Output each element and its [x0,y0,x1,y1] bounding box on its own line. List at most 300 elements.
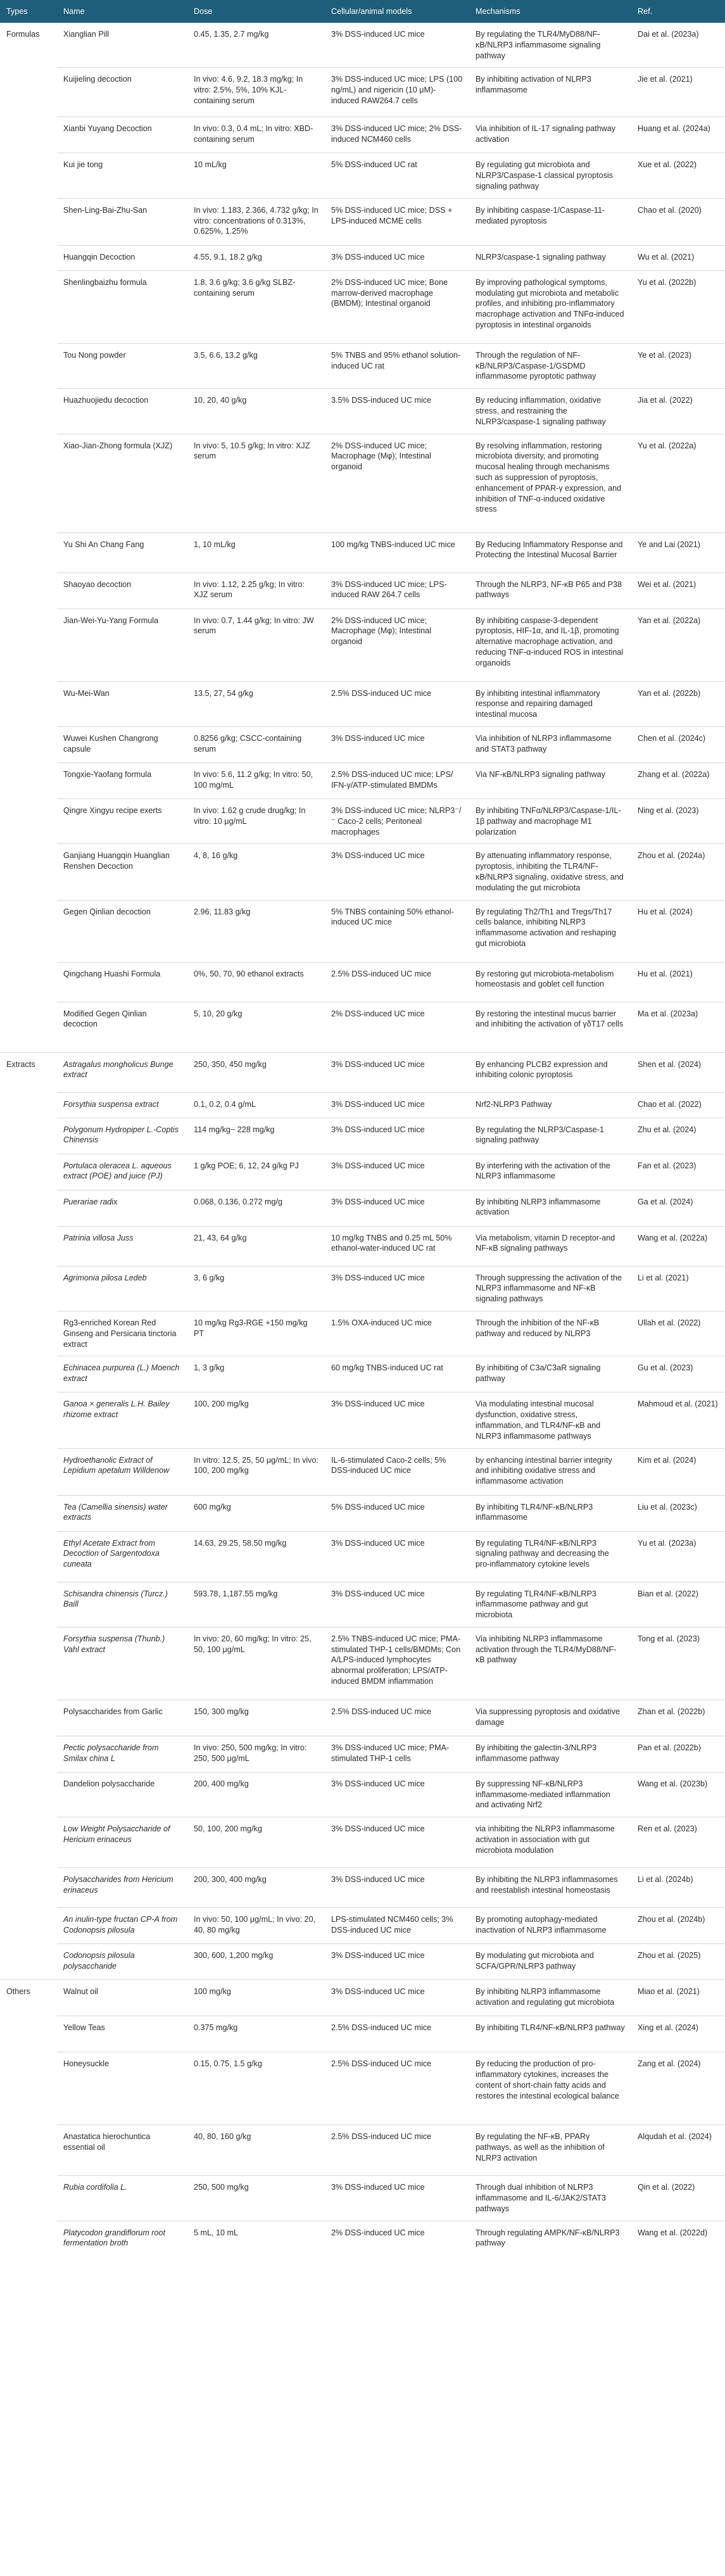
cell-mechanism: By regulating TLR4/NF-κB/NLRP3 signaling pathway and decreasing the pro-inflammatory cytokine levels [469,1531,631,1582]
cell-dose: 0.45, 1.35, 2.7 mg/kg [194,30,269,39]
cell-ref: Yu et al. (2023a) [631,1531,725,1582]
table-row [0,1311,725,1356]
cell-model: 3.5% DSS-induced UC mice [325,389,469,434]
cell-dose: 14.63, 29.25, 58.50 mg/kg [187,1531,325,1582]
table-body [0,23,725,2257]
cell-model: 2% DSS-induced UC mice; Macrophage (Mφ); Intestinal organoid [325,609,469,681]
cell-mechanism: Via suppressing pyroptosis and oxidative damage [469,1700,631,1736]
cell-ref: Yan et al. (2022b) [631,681,725,726]
table-row [0,1052,725,1092]
cell-name: Ganoa × generalis L.H. Bailey rhizome extract [57,1392,187,1448]
cell-mechanism: By restoring the intestinal mucus barrier and inhibiting the activation of γδT17 cells [469,1002,631,1052]
table-row [0,1627,725,1700]
table-row [0,343,725,388]
cell-ref: Zhan et al. (2022b) [631,1700,725,1736]
cell-ref: Ning et al. (2023) [631,799,725,843]
cell-name: Yellow Teas [57,2016,187,2052]
table-row [0,1700,725,1736]
cell-ref: Gu et al. (2023) [631,1356,725,1392]
cell-model: 5% TNBS containing 50% ethanol-induced UC mice [325,900,469,962]
table-row [0,1772,725,1817]
table-row [0,1154,725,1190]
cell-dose: 3.5, 6.6, 13.2 g/kg [187,343,325,388]
cell-model: 60 mg/kg TNBS-induced UC rat [325,1356,469,1392]
cell-mechanism: Through suppressing the activation of the NLRP3 inflammasome and NF-κB signaling pathways [469,1266,631,1311]
table-row [0,2016,725,2052]
cell-dose: 250, 350, 450 mg/kg [187,1052,325,1092]
cell-name: Wuwei Kushen Changrong capsule [57,726,187,762]
cell-mechanism: By regulating the NLRP3/Caspase-1 signaling pathway [469,1118,631,1154]
cell-mechanism: By inhibiting TLR4/NF-κB/NLRP3 pathway [469,2016,631,2052]
cell-model: 5% DSS-induced UC rat [325,153,469,198]
cell-name: Schisandra chinensis (Turcz.) Baill [57,1582,187,1627]
cell-model: 2.5% DSS-induced UC mice [325,2125,469,2176]
cell-ref: Shen et al. (2024) [631,1052,725,1092]
cell-dose: In vivo: 5.6, 11.2 g/kg; In vitro: 50, 100 mg/mL [187,762,325,799]
table-row [0,1266,725,1311]
cell-dose: 50, 100, 200 mg/kg [187,1817,325,1868]
cell-model: 3% DSS-induced UC mice [331,30,425,39]
cell-dose: 21, 43, 64 g/kg [187,1226,325,1266]
table-row [0,1356,725,1392]
cell-ref: Hu et al. (2021) [631,962,725,1002]
cell-ref: Fan et al. (2023) [631,1154,725,1190]
cell-model: 3% DSS-induced UC mice [325,1392,469,1448]
cell-mechanism: By restoring gut microbiota-metabolism homeostasis and goblet cell function [469,962,631,1002]
table-row [0,1944,725,1980]
cell-dose: 114 mg/kg~ 228 mg/kg [187,1118,325,1154]
cell-dose: In vivo: 4.6, 9.2, 18.3 mg/kg; In vitro: 2.5%, 5%, 10% KJL-containing serum [187,68,325,117]
cell-name: Forsythia suspensa extract [57,1092,187,1118]
cell-name: Tou Nong powder [57,343,187,388]
cell-model: 2.5% DSS-induced UC mice; LPS/ IFN-γ/ATP-stimulated BMDMs [325,762,469,799]
cell-mechanism: Via metabolism, vitamin D receptor-and NF-κB signaling pathways [469,1226,631,1266]
cell-name: Shen-Ling-Bai-Zhu-San [57,198,187,245]
cell-name: Forsythia suspensa (Thunb.) Vahl extract [57,1627,187,1700]
cell-mechanism: Via inhibiting NLRP3 inflammasome activation through the TLR4/MyD88/NF-κB pathway [469,1627,631,1700]
cell-name: Polysaccharides from Hericium erinaceus [57,1868,187,1908]
cell-mechanism: By inhibiting the galectin-3/NLRP3 inflammasome pathway [469,1736,631,1772]
table-row [0,799,725,843]
cell-ref: Ga et al. (2024) [631,1190,725,1226]
cell-ref: Liu et al. (2023c) [631,1495,725,1531]
table-row [0,389,725,434]
cell-dose: 4, 8, 16 g/kg [187,844,325,900]
cell-mechanism: By inhibiting NLRP3 inflammasome activation [469,1190,631,1226]
cell-dose: In vivo: 50, 100 μg/mL; In vivo: 20, 40, 80 mg/kg [187,1908,325,1944]
cell-name: Shaoyao decoction [57,572,187,609]
cell-mechanism: By interfering with the activation of the NLRP3 inflammasome [469,1154,631,1190]
cell-model: 2.5% DSS-induced UC mice [325,2052,469,2125]
cell-mechanism: Nrf2-NLRP3 Pathway [469,1092,631,1118]
cell-name: Ganjiang Huangqin Huanglian Renshen Decoction [57,844,187,900]
cell-name: Xianglian Pill [63,30,110,39]
table-row [0,726,725,762]
cell-ref: Xue et al. (2022) [631,153,725,198]
table-row [0,68,725,117]
cell-mechanism: Via modulating intestinal mucosal dysfunction, oxidative stress, inflammation, and TLR4/NF-κB and NLRP3 inflammasome pathways [469,1392,631,1448]
cell-ref: Wang et al. (2022a) [631,1226,725,1266]
cell-dose: In vivo: 20, 60 mg/kg; In vitro: 25, 50, 100 μg/mL [187,1627,325,1700]
cell-ref: Zang et al. (2024) [631,2052,725,2125]
cell-mechanism: Via inhibition of NLRP3 inflammasome and STAT3 pathway [469,726,631,762]
header-mechanisms: Mechanisms [476,6,520,16]
table-row [0,198,725,245]
table-row [0,1118,725,1154]
table-row [0,533,725,572]
cell-name: Huazhuojiedu decoction [57,389,187,434]
cell-model: 3% DSS-induced UC mice [325,245,469,270]
cell-ref: Zhang et al. (2022a) [631,762,725,799]
header-ref: Ref. [638,6,653,16]
cell-dose: In vivo: 0.7, 1.44 g/kg; In vitro: JW serum [187,609,325,681]
cell-dose: 5 mL, 10 mL [187,2221,325,2257]
cell-ref: Chao et al. (2022) [631,1092,725,1118]
cell-name: Xiao-Jian-Zhong formula (XJZ) [57,434,187,533]
group-label: Extracts [0,1052,57,1980]
cell-ref: Xing et al. (2024) [631,2016,725,2052]
cell-name: Ethyl Acetate Extract from Decoction of Sargentodoxa cuneata [57,1531,187,1582]
cell-name: Kuijieling decoction [57,68,187,117]
cell-mechanism: By reducing the production of pro-inflammatory cytokines, increases the content of short-chain fatty acids and restores the intestinal ecological balance [469,2052,631,2125]
header-dose: Dose [194,6,213,16]
cell-ref: Alqudah et al. (2024) [631,2125,725,2176]
table-row [0,434,725,533]
cell-name: Puerariae radix [57,1190,187,1226]
cell-model: 3% DSS-induced UC mice [325,1772,469,1817]
cell-dose: 250, 500 mg/kg [187,2176,325,2221]
cell-model: 3% DSS-induced UC mice [325,1092,469,1118]
cell-dose: 593.78, 1,187.55 mg/kg [187,1582,325,1627]
cell-dose: In vivo: 0.3, 0.4 mL; In vitro: XBD-containing serum [187,117,325,153]
cell-ref: Chao et al. (2020) [631,198,725,245]
cell-name: Pectic polysaccharide from Smilax china L [57,1736,187,1772]
cell-dose: In vivo: 5, 10.5 g/kg; In vitro: XJZ serum [187,434,325,533]
cell-model: 2.5% DSS-induced UC mice [325,681,469,726]
cell-dose: 1, 10 mL/kg [187,533,325,572]
cell-name: Qingre Xingyu recipe exerts [57,799,187,843]
table-row [0,1226,725,1266]
cell-mechanism: By inhibiting caspase-1/Caspase-11-mediated pyroptosis [469,198,631,245]
cell-model: 2.5% DSS-induced UC mice [325,962,469,1002]
cell-name: Qingchang Huashi Formula [57,962,187,1002]
cell-dose: 100, 200 mg/kg [187,1392,325,1448]
cell-name: Polygonum Hydropiper L.-Coptis Chinensis [57,1118,187,1154]
table-row [0,2176,725,2221]
cell-ref: Jia et al. (2022) [631,389,725,434]
cell-mechanism: Via inhibition of IL-17 signaling pathway activation [469,117,631,153]
cell-dose: 4.55, 9.1, 18.2 g/kg [187,245,325,270]
table-row [0,1980,725,2016]
cell-model: 3% DSS-induced UC mice; LPS-induced RAW 264.7 cells [325,572,469,609]
table-row [0,1531,725,1582]
cell-mechanism: By promoting autophagy-mediated inactivation of NLRP3 inflammasome [469,1908,631,1944]
cell-mechanism: by enhancing intestinal barrier integrity and inhibiting oxidative stress and inflammasome activation [469,1448,631,1495]
cell-ref: Kim et al. (2024) [631,1448,725,1495]
cell-model: 3% DSS-induced UC mice [325,1980,469,2016]
cell-ref: Zhou et al. (2024a) [631,844,725,900]
cell-model: 3% DSS-induced UC mice [325,1266,469,1311]
cell-dose: 0.068, 0.136, 0.272 mg/g [187,1190,325,1226]
cell-ref: Wang et al. (2022d) [631,2221,725,2257]
table-row [0,153,725,198]
cell-model: 3% DSS-induced UC mice [325,726,469,762]
cell-ref: Qin et al. (2022) [631,2176,725,2221]
cell-ref: Yan et al. (2022a) [631,609,725,681]
cell-name: Portulaca oleracea L. aqueous extract (POE) and juice (PJ) [57,1154,187,1190]
cell-dose: 10 mg/kg Rg3-RGE +150 mg/kg PT [187,1311,325,1356]
cell-name: Yu Shi An Chang Fang [57,533,187,572]
cell-name: Echinacea purpurea (L.) Moench extract [57,1356,187,1392]
cell-name: Anastatica hierochuntica essential oil [57,2125,187,2176]
cell-dose: In vivo: 1.183, 2.366, 4.732 g/kg; In vitro: concentrations of 0.313%, 0.625%, 1.25% [187,198,325,245]
cell-model: IL-6-stimulated Caco-2 cells; 5% DSS-induced UC mice [325,1448,469,1495]
group-label: Others [0,1980,57,2257]
cell-model: 3% DSS-induced UC mice [325,1154,469,1190]
cell-mechanism: By inhibiting TLR4/NF-κB/NLRP3 inflammasome [469,1495,631,1531]
cell-ref: Bian et al. (2022) [631,1582,725,1627]
cell-ref: Jie et al. (2021) [631,68,725,117]
table-row [0,2125,725,2176]
cell-mechanism: By enhancing PLCB2 expression and inhibiting colonic pyroptosis [469,1052,631,1092]
cell-name: Shenlingbaizhu formula [57,270,187,343]
cell-mechanism: By inhibiting activation of NLRP3 inflammasome [469,68,631,117]
table-row [0,245,725,270]
cell-dose: 600 mg/kg [187,1495,325,1531]
cell-dose: 0.375 mg/kg [187,2016,325,2052]
cell-ref: Zhou et al. (2025) [631,1944,725,1980]
cell-model: 2.5% TNBS-induced UC mice; PMA-stimulated THP-1 cells/BMDMs; Con A/LPS-induced lymphocytes abnormal proliferation; LPS/ATP-induced BMDM inflammation [325,1627,469,1700]
cell-model: 2.5% DSS-induced UC mice [325,2016,469,2052]
cell-model: 3% DSS-induced UC mice [325,1582,469,1627]
cell-model: 3% DSS-induced UC mice [325,1052,469,1092]
cell-name: Rg3-enriched Korean Red Ginseng and Persicaria tinctoria extract [57,1311,187,1356]
cell-mechanism: Through the NLRP3, NF-κB P65 and P38 pathways [469,572,631,609]
cell-mechanism: By resolving inflammation, restoring microbiota diversity, and promoting mucosal healing through mechanisms such as suppression of pyroptosis, enhancement of PPAR-γ expression, and inhibition of TNF-α-induced oxidative stress [469,434,631,533]
cell-name: Kui jie tong [57,153,187,198]
cell-dose: 300, 600, 1,200 mg/kg [187,1944,325,1980]
cell-dose: 200, 300, 400 mg/kg [187,1868,325,1908]
cell-name: Agrimonia pilosa Ledeb [57,1266,187,1311]
cell-name: Rubia cordifolia L. [57,2176,187,2221]
cell-mechanism: By inhibiting the NLRP3 inflammasomes and reestablish intestinal homeostasis [469,1868,631,1908]
cell-dose: 1, 3 g/kg [187,1356,325,1392]
cell-name: Dandelion polysaccharide [57,1772,187,1817]
cell-mechanism: By Reducing Inflammatory Response and Protecting the Intestinal Mucosal Barrier [469,533,631,572]
cell-model: 3% DSS-induced UC mice; NLRP3⁻/⁻ Caco-2 cells; Peritoneal macrophages [325,799,469,843]
table-row [0,1817,725,1868]
cell-dose: 100 mg/kg [187,1980,325,2016]
cell-name: Astragalus mongholicus Bunge extract [57,1052,187,1092]
cell-name: Xianbi Yuyang Decoction [57,117,187,153]
cell-name: Modified Gegen Qinlian decoction [57,1002,187,1052]
cell-mechanism: By regulating TLR4/NF-κB/NLRP3 inflammasome pathway and gut microbiota [469,1582,631,1627]
table-row [0,572,725,609]
cell-model: 2% DSS-induced UC mice [325,2221,469,2257]
cell-dose: 2.96, 11.83 g/kg [187,900,325,962]
table-row [0,762,725,799]
cell-model: 100 mg/kg TNBS-induced UC mice [325,533,469,572]
cell-ref: Ye et al. (2023) [631,343,725,388]
group-label: Formulas [6,30,40,39]
cell-ref: Zhou et al. (2024b) [631,1908,725,1944]
cell-model: LPS-stimulated NCM460 cells; 3% DSS-induced UC mice [325,1908,469,1944]
cell-dose: In vivo: 1.62 g crude drug/kg; In vitro: 10 μg/mL [187,799,325,843]
cell-mechanism: Through dual inhibition of NLRP3 inflammasome and IL-6/JAK2/STAT3 pathways [469,2176,631,2221]
cell-mechanism: By reducing inflammation, oxidative stress, and restraining the NLRP3/caspase-1 signaling pathway [469,389,631,434]
table-row [0,23,725,68]
cell-mechanism: By regulating gut microbiota and NLRP3/Caspase-1 classical pyroptosis signaling pathway [469,153,631,198]
cell-ref: Dai et al. (2023a) [638,30,699,39]
table-row [0,844,725,900]
cell-dose: 13.5, 27, 54 g/kg [187,681,325,726]
cell-name: Codonopsis pilosula polysaccharide [57,1944,187,1980]
table-row [0,609,725,681]
cell-model: 5% DSS-induced UC mice; DSS + LPS-induced MCME cells [325,198,469,245]
cell-name: Gegen Qinlian decoction [57,900,187,962]
cell-ref: Li et al. (2024b) [631,1868,725,1908]
cell-model: 3% DSS-induced UC mice [325,1817,469,1868]
cell-name: Tea (Camellia sinensis) water extracts [57,1495,187,1531]
cell-name: Wu-Mei-Wan [57,681,187,726]
cell-model: 5% TNBS and 95% ethanol solution-induced UC rat [325,343,469,388]
cell-dose: In vitro: 12.5, 25, 50 μg/mL; In vivo: 100, 200 mg/kg [187,1448,325,1495]
cell-mechanism: By inhibiting of C3a/C3aR signaling pathway [469,1356,631,1392]
cell-ref: Ullah et al. (2022) [631,1311,725,1356]
table-row [0,1392,725,1448]
cell-model: 3% DSS-induced UC mice [325,1944,469,1980]
cell-mechanism: Through the inhibition of the NF-κB pathway and reduced by NLRP3 [469,1311,631,1356]
cell-dose: 200, 400 mg/kg [187,1772,325,1817]
cell-mechanism: NLRP3/caspase-1 signaling pathway [469,245,631,270]
cell-dose: In vivo: 1.12, 2.25 g/kg; In vitro: XJZ serum [187,572,325,609]
cell-model: 2.5% DSS-induced UC mice [325,1700,469,1736]
cell-ref: Ye and Lai (2021) [631,533,725,572]
cell-model: 10 mg/kg TNBS and 0.25 mL 50% ethanol-water-induced UC rat [325,1226,469,1266]
cell-dose: 0.1, 0.2, 0.4 g/mL [187,1092,325,1118]
cell-mechanism: By regulating Th2/Th1 and Tregs/Th17 cells balance, inhibiting NLRP3 inflammasome activation and reshaping gut microbiota [469,900,631,962]
table-row [0,2221,725,2257]
cell-ref: Yu et al. (2022b) [631,270,725,343]
cell-ref: Chen et al. (2024c) [631,726,725,762]
cell-ref: Ma et al. (2023a) [631,1002,725,1052]
cell-ref: Pan et al. (2022b) [631,1736,725,1772]
cell-model: 3% DSS-induced UC mice [325,1190,469,1226]
table-row [0,2052,725,2125]
header-models: Cellular/animal models [331,6,412,16]
cell-mechanism: By regulating the NF-κB, PPARγ pathways, as well as the inhibition of NLRP3 activation [469,2125,631,2176]
cell-model: 3% DSS-induced UC mice; 2% DSS-induced NCM460 cells [325,117,469,153]
table-row [0,1908,725,1944]
header-types: Types [6,6,28,16]
table-row [0,270,725,343]
cell-model: 2% DSS-induced UC mice; Bone marrow-derived macrophage (BMDM); Intestinal organoid [325,270,469,343]
cell-dose: 0%, 50, 70, 90 ethanol extracts [187,962,325,1002]
cell-model: 1.5% OXA-induced UC mice [325,1311,469,1356]
cell-name: Tongxie-Yaofang formula [57,762,187,799]
cell-model: 3% DSS-induced UC mice [325,1118,469,1154]
cell-mechanism: By inhibiting TNFα/NLRP3/Caspase-1/IL-1β pathway and macrophage M1 polarization [469,799,631,843]
table-row [0,1002,725,1052]
cell-ref: Mahmoud et al. (2021) [631,1392,725,1448]
cell-name: Walnut oil [57,1980,187,2016]
cell-model: 3% DSS-induced UC mice; LPS (100 ng/mL) and nigericin (10 μM)-induced RAW264.7 cells [325,68,469,117]
cell-name: Huangqin Decoction [57,245,187,270]
table-row [0,681,725,726]
cell-ref: Ren et al. (2023) [631,1817,725,1868]
cell-model: 3% DSS-induced UC mice [325,2176,469,2221]
cell-mechanism: By inhibiting intestinal inflammatory response and repairing damaged intestinal mucosa [469,681,631,726]
cell-model: 3% DSS-induced UC mice; PMA-stimulated THP-1 cells [325,1736,469,1772]
cell-dose: 10 mL/kg [187,153,325,198]
cell-dose: 1.8, 3.6 g/kg; 3.6 g/kg SLBZ-containing serum [187,270,325,343]
cell-mechanism: via inhibiting the NLRP3 inflammasome activation in association with gut microbiota modulation [469,1817,631,1868]
table-row [0,1868,725,1908]
cell-model: 3% DSS-induced UC mice [325,844,469,900]
header-name: Name [63,6,85,16]
cell-dose: 40, 80, 160 g/kg [187,2125,325,2176]
table-row [0,1190,725,1226]
cell-ref: Zhu et al. (2024) [631,1118,725,1154]
cell-dose: 3, 6 g/kg [187,1266,325,1311]
table-row [0,900,725,962]
cell-ref: Yu et al. (2022a) [631,434,725,533]
cell-ref: Tong et al. (2023) [631,1627,725,1700]
cell-name: Hydroethanolic Extract of Lepidium apetalum Willdenow [57,1448,187,1495]
cell-dose: 0.15, 0.75, 1.5 g/kg [187,2052,325,2125]
cell-ref: Hu et al. (2024) [631,900,725,962]
cell-ref: Wei et al. (2021) [631,572,725,609]
cell-dose: In vivo: 250, 500 mg/kg; In vitro: 250, 500 μg/mL [187,1736,325,1772]
cell-name: Honeysuckle [57,2052,187,2125]
cell-mechanism: By regulating the TLR4/MyD88/NF-κB/NLRP3 inflammasome signaling pathway [476,30,601,60]
cell-model: 5% DSS-induced UC mice [325,1495,469,1531]
cell-model: 3% DSS-induced UC mice [325,1868,469,1908]
table-row [0,1448,725,1495]
cell-mechanism: By suppressing NF-κB/NLRP3 inflammasome-mediated inflammation and activating Nrf2 [469,1772,631,1817]
cell-mechanism: By attenuating inflammatory response, pyroptosis, inhibiting the TLR4/NF-κB/NLRP3 signaling, oxidative stress, and modulating the gut microbiota [469,844,631,900]
cell-mechanism: Through the regulation of NF-κB/NLRP3/Caspase-1/GSDMD inflammasome pyroptotic pathway [469,343,631,388]
table-row [0,962,725,1002]
cell-name: Low Weight Polysaccharide of Hericium erinaceus [57,1817,187,1868]
cell-dose: 1 g/kg POE; 6, 12, 24 g/kg PJ [187,1154,325,1190]
table-row [0,1092,725,1118]
cell-dose: 0.8256 g/kg; CSCC-containing serum [187,726,325,762]
cell-name: An inulin-type fructan CP-A from Codonopsis pilosula [57,1908,187,1944]
table-row [0,1582,725,1627]
cell-mechanism: By inhibiting NLRP3 inflammasome activation and regulating gut microbiota [469,1980,631,2016]
cell-name: Polysaccharides from Garlic [57,1700,187,1736]
cell-mechanism: By improving pathological symptoms, modulating gut microbiota and metabolic profiles, and inhibiting pro-inflammatory macrophage activation and TNFα-induced pyroptosis in intestinal organoids [469,270,631,343]
cell-dose: 150, 300 mg/kg [187,1700,325,1736]
header-row [0,0,725,23]
cell-ref: Wang et al. (2023b) [631,1772,725,1817]
cell-mechanism: Via NF-κB/NLRP3 signaling pathway [469,762,631,799]
cell-ref: Miao et al. (2021) [631,1980,725,2016]
cell-ref: Wu et al. (2021) [631,245,725,270]
table-row [0,1495,725,1531]
table-row [0,117,725,153]
table-row [0,1736,725,1772]
cell-name: Patrinia villosa Juss [57,1226,187,1266]
cell-mechanism: By modulating gut microbiota and SCFA/GPR/NLRP3 pathway [469,1944,631,1980]
cell-ref: Huang et al. (2024a) [631,117,725,153]
cell-ref: Li et al. (2021) [631,1266,725,1311]
cell-mechanism: By inhibiting caspase-3-dependent pyroptosis, HIF-1α, and IL-1β, promoting alternative macrophage activation, and reducing TNF-α-induced ROS in intestinal organoids [469,609,631,681]
cell-model: 2% DSS-induced UC mice [325,1002,469,1052]
cell-model: 3% DSS-induced UC mice [325,1531,469,1582]
cell-dose: 5, 10, 20 g/kg [187,1002,325,1052]
